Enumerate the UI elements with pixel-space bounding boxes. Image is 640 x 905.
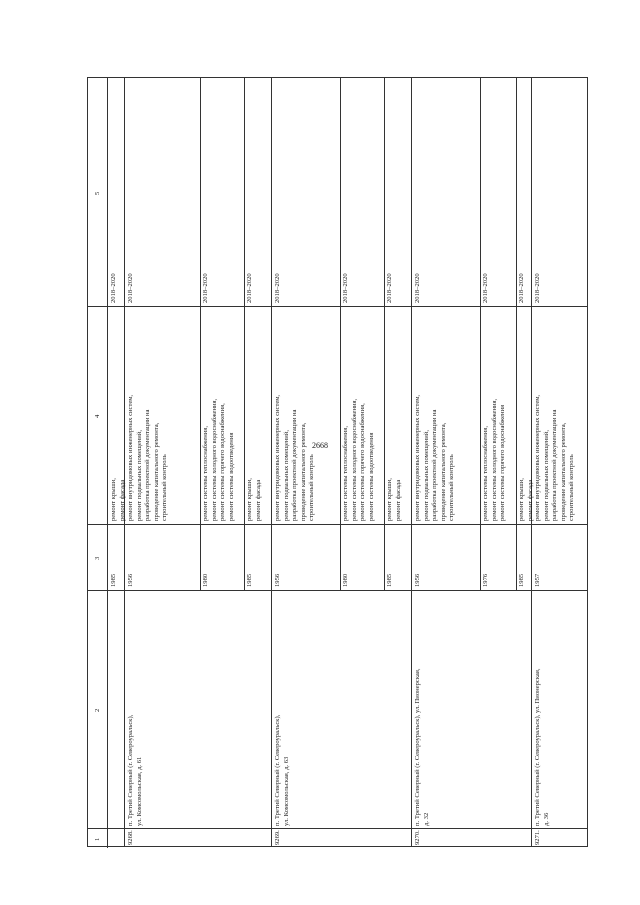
row-number-line: 9268.	[127, 830, 134, 845]
row-number-line: 9271.	[534, 830, 541, 845]
row-number	[274, 830, 283, 845]
period-cell-line: 2018–2020	[274, 273, 281, 303]
build-year-line: 1957	[534, 573, 541, 587]
works-list-line: ремонт крыши,	[518, 478, 525, 521]
row-number	[127, 830, 136, 845]
period-cell-line: 2018–2020	[414, 273, 421, 303]
works-list-line: разработка проектной документации на	[291, 409, 299, 521]
works-list	[342, 399, 376, 521]
works-list-line: ремонт крыши,	[386, 478, 393, 521]
row-number-line: 9270.	[414, 830, 421, 845]
build-year	[342, 574, 351, 587]
table-row	[272, 78, 412, 846]
works-list-line: строительный контроль	[308, 454, 316, 521]
address-cell-line: п. Третий Северный (г. Североуральск),	[127, 714, 134, 826]
column-number-4: 4	[94, 414, 101, 418]
works-list-line: ремонт фасада	[254, 479, 262, 521]
column-number-2: 2	[94, 708, 101, 712]
period-cell-line: 2018–2020	[246, 273, 253, 303]
works-list-line: строительный контроль	[568, 454, 576, 521]
works-list-line: строительный контроль	[161, 454, 169, 521]
item-divider	[384, 78, 385, 590]
address-cell-line: ул. Комсомольская, д. 61	[135, 756, 143, 826]
works-list-line: ремонт системы теплоснабжения,	[482, 426, 489, 521]
table-row	[532, 78, 609, 846]
works-list-line: ремонт фасада	[394, 479, 402, 521]
address-cell	[414, 668, 431, 826]
works-list	[246, 478, 263, 521]
works-list-line: ремонт системы теплоснабжения,	[342, 426, 349, 521]
column-number-band	[88, 78, 108, 848]
address-cell-line: д. 36	[542, 812, 550, 826]
works-list-line: ремонт внутридомовых инженерных систем,	[414, 394, 421, 521]
period-cell-line: 2018–2020	[518, 273, 525, 303]
build-year-line: 1976	[482, 573, 489, 587]
build-year-line: 1985	[246, 573, 253, 587]
build-year-line: 1956	[414, 573, 421, 587]
works-list-line: разработка проектной документации на	[144, 409, 152, 521]
works-list-line: ремонт внутридомовых инженерных систем,	[534, 394, 541, 521]
works-list-line: разработка проектной документации на	[551, 409, 559, 521]
works-list-line: проведение капитального ремонта,	[559, 422, 567, 521]
works-list	[482, 399, 508, 521]
period-cell	[414, 273, 423, 303]
period-cell	[534, 273, 543, 303]
period-cell-line: 2018–2020	[127, 273, 134, 303]
period-cell	[202, 273, 211, 303]
table-row	[108, 78, 125, 846]
address-cell-line: п. Третий Северный (г. Североуральск), ул. Пионерская,	[414, 668, 421, 826]
period-cell-line: 2018–2020	[342, 273, 349, 303]
works-list-line: проведение капитального ремонта,	[299, 422, 307, 521]
period-cell	[127, 273, 136, 303]
address-cell-line: п. Третий Северный (г. Североуральск), ул. Пионерская,	[534, 668, 541, 826]
build-year-line: 1980	[342, 573, 349, 587]
works-list-line: ремонт системы холодного водоснабжения,	[210, 398, 218, 521]
works-list-line: ремонт подвальных помещений,	[282, 430, 290, 521]
period-cell-line: 2018–2020	[534, 273, 541, 303]
build-year	[246, 574, 255, 587]
works-list	[386, 478, 403, 521]
works-list-line: ремонт системы водоотведения	[367, 432, 375, 521]
build-year	[386, 574, 395, 587]
row-number-line: 9269.	[274, 830, 281, 845]
period-cell	[274, 273, 283, 303]
period-cell	[110, 273, 119, 303]
build-year-line: 1985	[518, 573, 525, 587]
works-list-line: ремонт крыши,	[110, 478, 117, 521]
works-list-line: ремонт системы водоотведения	[227, 432, 235, 521]
address-cell-line: п. Третий Северный (г. Североуральск),	[274, 714, 281, 826]
works-list	[534, 395, 577, 521]
works-list-line: ремонт фасада	[526, 479, 534, 521]
address-cell	[274, 715, 291, 826]
works-list-line: ремонт подвальных помещений,	[135, 430, 143, 521]
item-divider	[200, 78, 201, 590]
address-cell	[534, 668, 551, 826]
build-year-line: 1980	[202, 573, 209, 587]
period-cell-line: 2018–2020	[482, 273, 489, 303]
build-year	[202, 574, 211, 587]
works-list-line: ремонт системы теплоснабжения,	[202, 426, 209, 521]
item-divider	[340, 78, 341, 590]
works-list-line: строительный контроль	[448, 454, 456, 521]
build-year	[534, 574, 543, 587]
period-cell	[246, 273, 255, 303]
build-year-line: 1985	[110, 573, 117, 587]
column-number-5: 5	[94, 191, 101, 195]
works-list-line: проведение капитального ремонта,	[152, 422, 160, 521]
item-divider	[244, 78, 245, 590]
build-year	[482, 574, 491, 587]
item-divider	[516, 78, 517, 590]
build-year-line: 1985	[386, 573, 393, 587]
row-number	[414, 830, 423, 845]
works-list-line: ремонт внутридомовых инженерных систем,	[274, 394, 281, 521]
works-list-line: ремонт подвальных помещений,	[542, 430, 550, 521]
period-cell-line: 2018–2020	[386, 273, 393, 303]
row-number	[534, 830, 543, 845]
works-list-line: ремонт системы горячего водоснабжения,	[219, 403, 227, 521]
build-year-line: 1956	[127, 573, 134, 587]
address-cell-line: ул. Комсомольская, д. 63	[282, 756, 290, 826]
works-list-line: ремонт системы горячего водоснабжения,	[359, 403, 367, 521]
table-row	[412, 78, 532, 846]
works-list-line: ремонт системы холодного водоснабжения,	[350, 398, 358, 521]
build-year	[110, 574, 119, 587]
works-list	[202, 399, 236, 521]
works-list	[274, 395, 317, 521]
works-list-line: ремонт фасада	[118, 479, 126, 521]
period-cell-line: 2018–2020	[202, 273, 209, 303]
works-list-line: ремонт подвальных помещений,	[422, 430, 430, 521]
build-year-line: 1956	[274, 573, 281, 587]
works-list-line: проведение капитального ремонта,	[439, 422, 447, 521]
column-number-1: 1	[94, 837, 101, 841]
works-list-line: ремонт крыши,	[246, 478, 253, 521]
period-cell	[386, 273, 395, 303]
build-year	[518, 574, 527, 587]
period-cell	[518, 273, 527, 303]
works-list-line: ремонт системы горячего водоснабжения	[499, 404, 507, 521]
build-year	[127, 574, 136, 587]
address-cell-line: д. 32	[422, 812, 430, 826]
works-list	[127, 395, 170, 521]
build-year	[274, 574, 283, 587]
works-list-line: ремонт внутридомовых инженерных систем,	[127, 394, 134, 521]
works-list-line: ремонт системы холодного водоснабжения,	[490, 398, 498, 521]
period-cell	[342, 273, 351, 303]
works-list-line: разработка проектной документации на	[431, 409, 439, 521]
repair-schedule-table	[87, 77, 588, 847]
period-cell-line: 2018–2020	[110, 273, 117, 303]
page-number: 2668	[312, 441, 328, 450]
period-cell	[482, 273, 491, 303]
column-number-3: 3	[94, 556, 101, 560]
build-year	[414, 574, 423, 587]
item-divider	[480, 78, 481, 590]
table-row	[125, 78, 272, 846]
works-list	[414, 395, 457, 521]
address-cell	[127, 715, 144, 826]
